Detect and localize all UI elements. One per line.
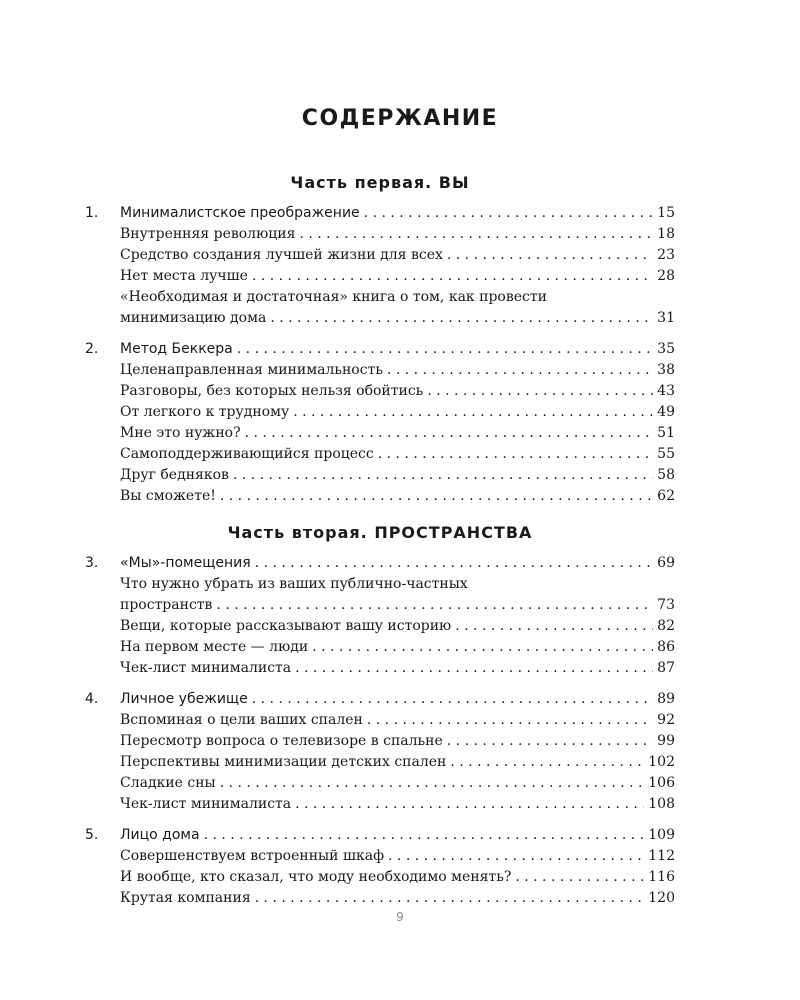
part-heading: Часть вторая. ПРОСТРАНСТВА <box>227 523 533 542</box>
leader-dots <box>450 752 644 773</box>
section-title-line-1[interactable]: «Необходимая и достаточная» книга о том, как провести <box>120 289 547 305</box>
chapter-title: Личное убежище <box>120 691 248 707</box>
section-title: Совершенствуем встроенный шкаф <box>120 848 385 864</box>
leader-dots <box>216 595 653 616</box>
page-number: 55 <box>657 446 675 462</box>
section-title: Пересмотр вопроса о телевизоре в спальне <box>120 733 443 749</box>
section-entry[interactable] <box>85 595 675 616</box>
section-title: Чек-лист минималиста <box>120 660 292 676</box>
section-title: Перспективы минимизации детских спален <box>120 754 447 770</box>
page-number: 38 <box>657 362 675 378</box>
page-number: 106 <box>648 775 675 791</box>
page-number: 51 <box>657 425 675 441</box>
chapter-number: 4. <box>85 691 99 707</box>
section-title: Самоподдерживающийся процесс <box>120 446 374 462</box>
page-number: 15 <box>657 205 675 221</box>
page-number: 87 <box>657 660 675 676</box>
part-heading: Часть первая. ВЫ <box>290 173 470 192</box>
section-entry[interactable] <box>85 308 675 329</box>
leader-dots <box>312 637 653 658</box>
page-number: 62 <box>657 488 675 504</box>
leader-dots <box>255 553 653 574</box>
section-entry[interactable] <box>85 360 675 381</box>
chapter-number: 5. <box>85 827 99 843</box>
leader-dots <box>220 486 653 507</box>
section-entry[interactable] <box>85 794 675 815</box>
chapter-5 <box>85 825 675 909</box>
section-title: Целенаправленная минимальность <box>120 362 383 378</box>
section-entry[interactable] <box>85 710 675 731</box>
chapter-number: 2. <box>85 341 99 357</box>
section-entry[interactable] <box>85 402 675 423</box>
section-title: Вещи, которые рассказывают вашу историю <box>120 618 452 634</box>
section-title: Вы сможете! <box>120 488 216 504</box>
section-title-line-2: минимизацию дома <box>120 310 267 326</box>
page-number: 89 <box>657 691 675 707</box>
section-title: От легкого к трудному <box>120 404 290 420</box>
leader-dots <box>364 203 654 224</box>
chapter-entry[interactable] <box>85 553 675 574</box>
section-entry[interactable] <box>85 486 675 507</box>
leader-dots <box>270 308 653 329</box>
leader-dots <box>447 245 653 266</box>
leader-dots <box>447 731 653 752</box>
section-title: Внутренняя революция <box>120 226 296 242</box>
chapter-title: «Мы»-помещения <box>120 555 251 571</box>
page-number: 31 <box>657 310 675 326</box>
chapter-4 <box>85 689 675 815</box>
chapter-number: 3. <box>85 555 99 571</box>
leader-dots <box>387 360 653 381</box>
chapter-2 <box>85 339 675 507</box>
page-number: 86 <box>657 639 675 655</box>
page-number: 49 <box>657 404 675 420</box>
page-number: 58 <box>657 467 675 483</box>
chapter-number: 1. <box>85 205 99 221</box>
chapter-title: Метод Беккера <box>120 341 233 357</box>
chapter-entry[interactable] <box>85 689 675 710</box>
page-number: 112 <box>648 848 675 864</box>
leader-dots <box>204 825 645 846</box>
leader-dots <box>455 616 653 637</box>
page-number: 69 <box>657 555 675 571</box>
section-entry[interactable] <box>85 224 675 245</box>
section-title-line-2: пространств <box>120 597 213 613</box>
section-title-line-1[interactable]: Что нужно убрать из ваших публично-частных <box>120 576 468 592</box>
leader-dots <box>388 846 644 867</box>
page-number: 102 <box>648 754 675 770</box>
leader-dots <box>252 266 653 287</box>
section-entry[interactable] <box>85 465 675 486</box>
leader-dots <box>245 423 654 444</box>
section-title: Друг бедняков <box>120 467 229 483</box>
leader-dots <box>427 381 653 402</box>
section-entry[interactable] <box>85 773 675 794</box>
page-number: 43 <box>657 383 675 399</box>
chapter-1 <box>85 203 675 329</box>
section-title: Средство создания лучшей жизни для всех <box>120 247 443 263</box>
chapter-entry[interactable] <box>85 339 675 360</box>
page-number: 92 <box>657 712 675 728</box>
page-number: 23 <box>657 247 675 263</box>
section-entry[interactable] <box>85 444 675 465</box>
chapter-3 <box>85 553 675 679</box>
section-entry[interactable] <box>85 731 675 752</box>
leader-dots <box>295 658 653 679</box>
section-title: Чек-лист минималиста <box>120 796 292 812</box>
leader-dots <box>367 710 653 731</box>
page-number: 82 <box>657 618 675 634</box>
section-title: Крутая компания <box>120 890 251 906</box>
section-title: Мне это нужно? <box>120 425 241 441</box>
section-entry[interactable] <box>85 846 675 867</box>
page-number: 109 <box>648 827 675 843</box>
section-entry[interactable] <box>85 752 675 773</box>
section-title: И вообще, кто сказал, что моду необходимо менять? <box>120 869 512 885</box>
page-number: 99 <box>657 733 675 749</box>
page-number: 116 <box>648 869 675 885</box>
table-of-contents <box>85 172 675 919</box>
page-title: СОДЕРЖАНИЕ <box>301 106 499 131</box>
page-number: 120 <box>648 890 675 906</box>
leader-dots <box>237 339 653 360</box>
section-entry[interactable] <box>85 266 675 287</box>
section-entry[interactable] <box>85 423 675 444</box>
section-entry[interactable] <box>85 867 675 888</box>
chapter-entry[interactable] <box>85 203 675 224</box>
page-number: 73 <box>657 597 675 613</box>
leader-dots <box>515 867 644 888</box>
chapter-title: Минималистское преображение <box>120 205 360 221</box>
section-entry[interactable] <box>85 658 675 679</box>
leader-dots <box>299 224 653 245</box>
section-title: Нет места лучше <box>120 268 248 284</box>
leader-dots <box>220 773 645 794</box>
chapter-entry[interactable] <box>85 825 675 846</box>
chapter-title: Лицо дома <box>120 827 200 843</box>
page-number: 18 <box>657 226 675 242</box>
leader-dots <box>233 465 653 486</box>
page-footer-number: 9 <box>396 910 404 924</box>
section-title: Сладкие сны <box>120 775 216 791</box>
leader-dots <box>295 794 644 815</box>
section-entry[interactable] <box>85 637 675 658</box>
section-title: Разговоры, без которых нельзя обойтись <box>120 383 424 399</box>
leader-dots <box>378 444 653 465</box>
leader-dots <box>293 402 653 423</box>
section-entry[interactable] <box>85 888 675 909</box>
leader-dots <box>252 689 653 710</box>
page-number: 28 <box>657 268 675 284</box>
section-title: На первом месте — люди <box>120 639 309 655</box>
page-number: 35 <box>657 341 675 357</box>
section-entry[interactable] <box>85 616 675 637</box>
section-entry[interactable] <box>85 381 675 402</box>
page-number: 108 <box>648 796 675 812</box>
section-entry[interactable] <box>85 245 675 266</box>
section-title: Вспоминая о цели ваших спален <box>120 712 363 728</box>
leader-dots <box>255 888 645 909</box>
